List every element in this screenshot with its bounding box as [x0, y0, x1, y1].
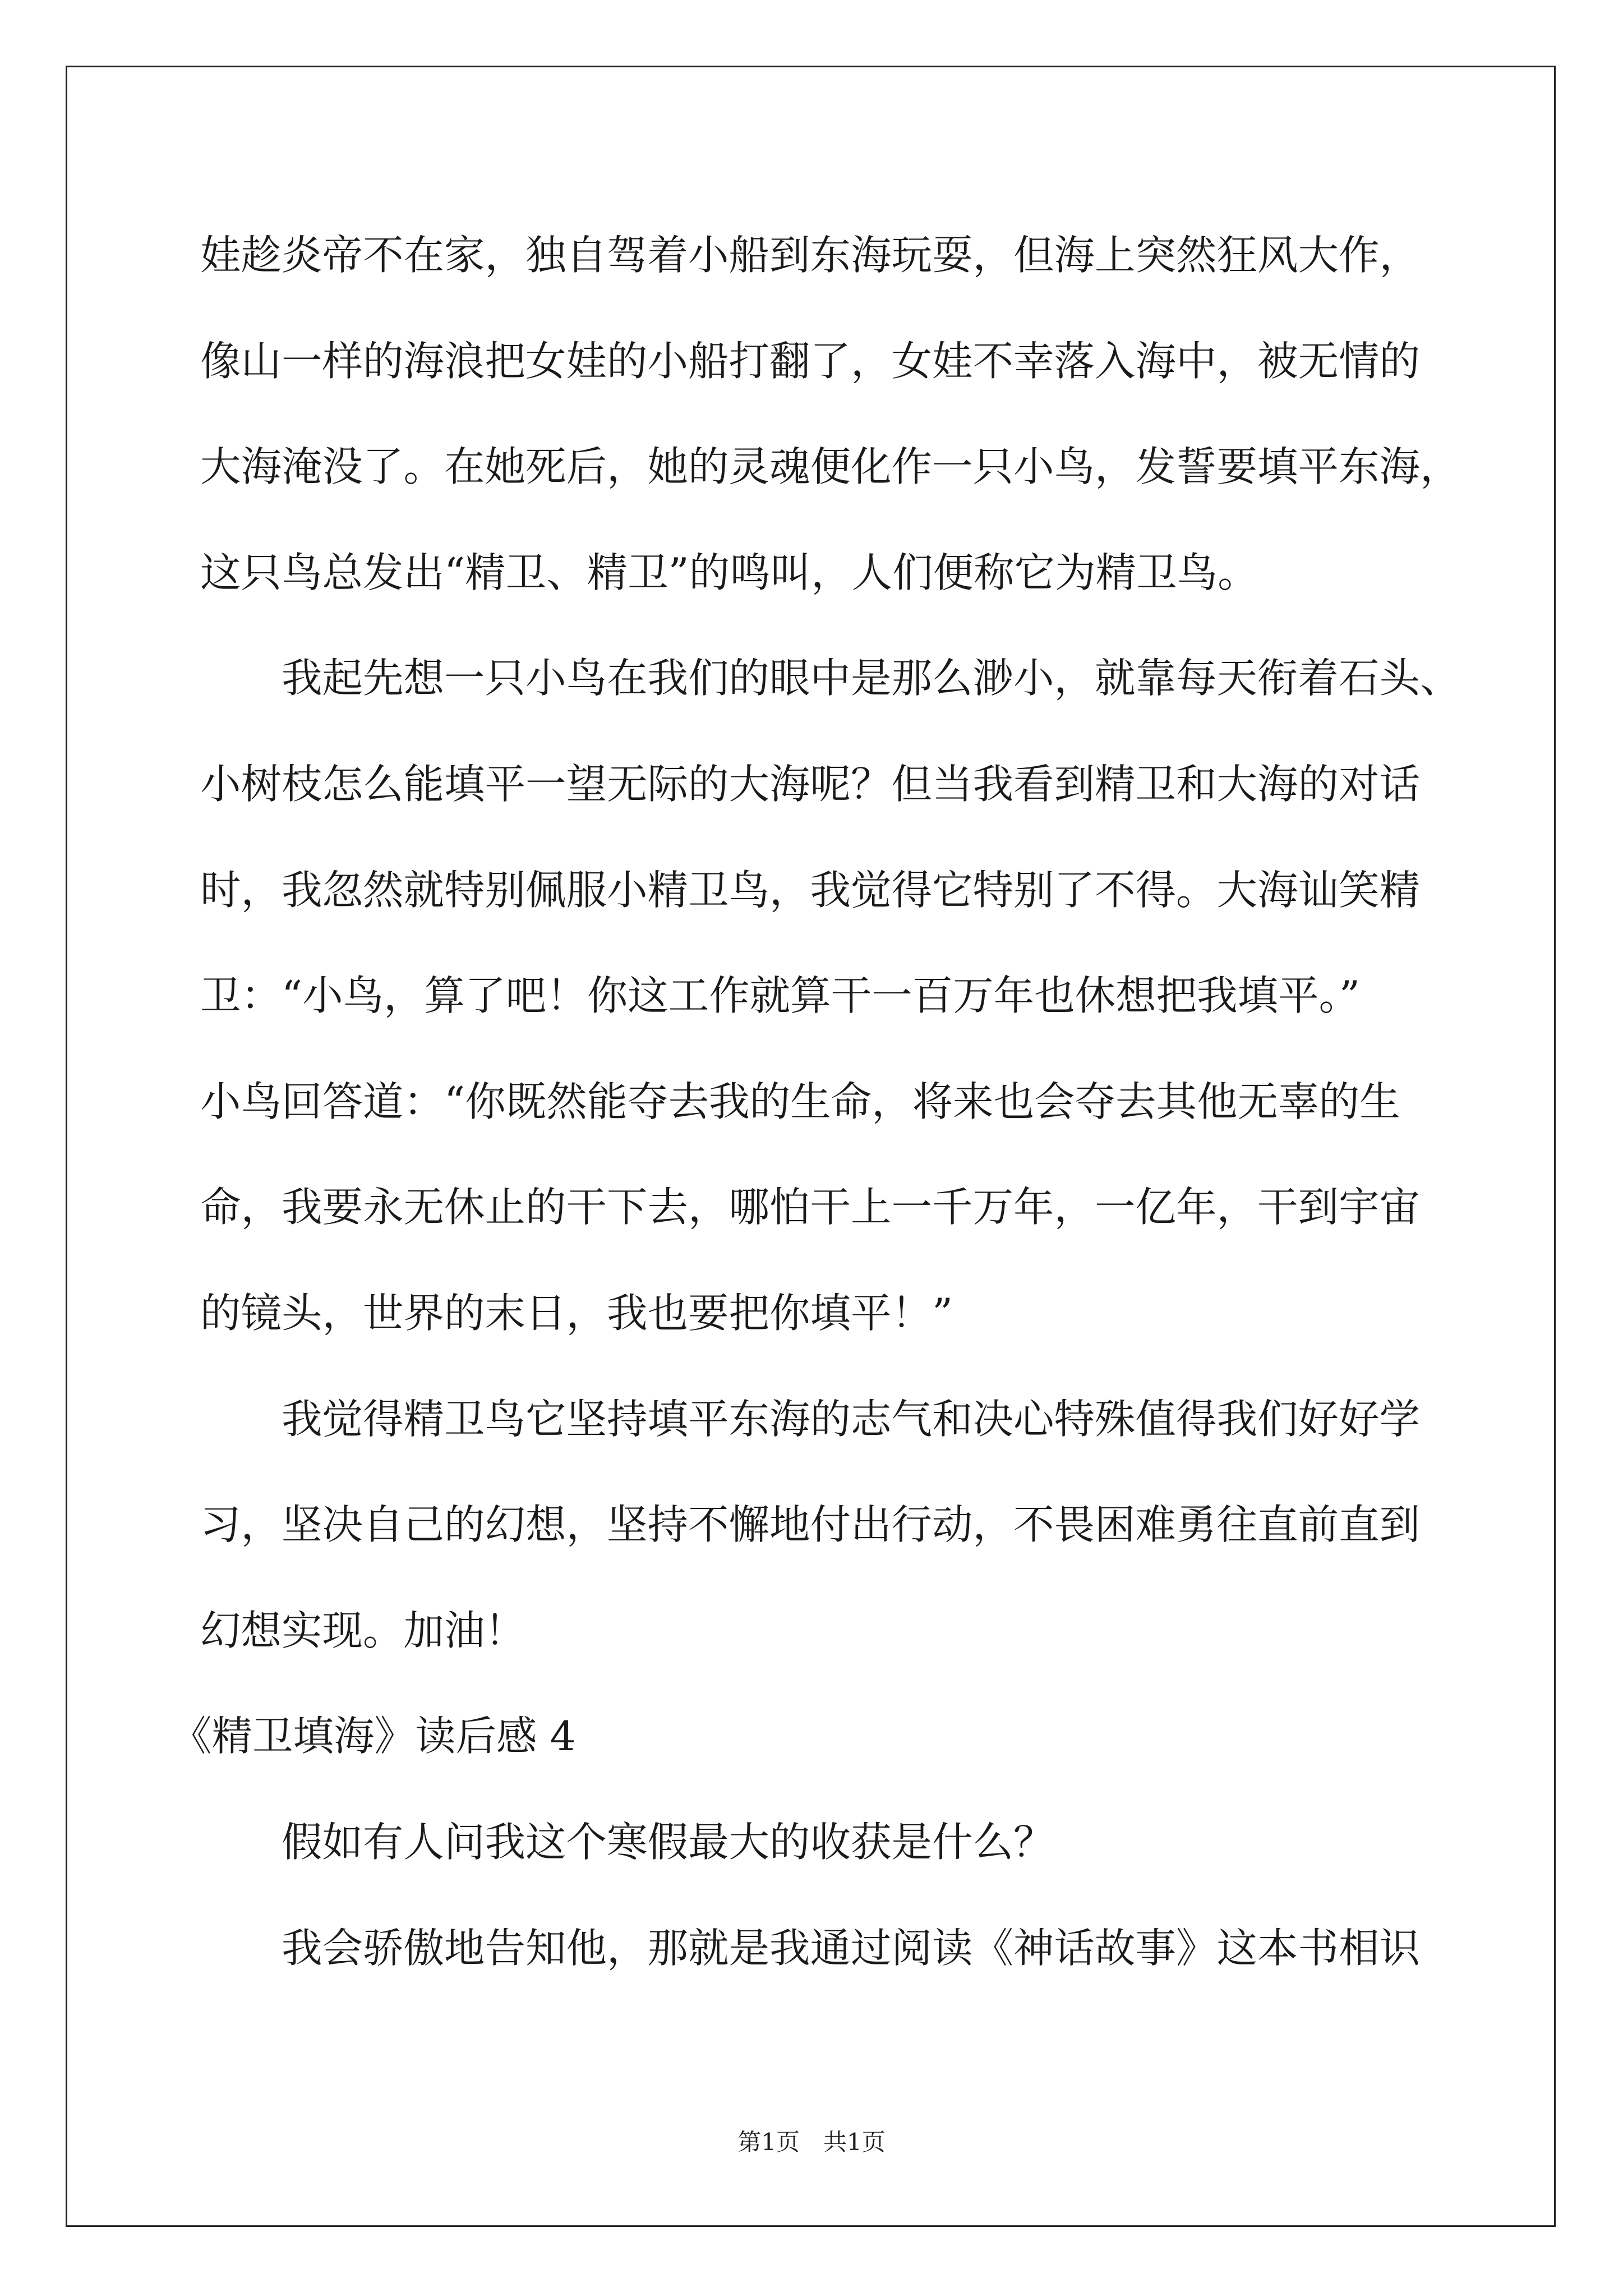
section-heading: 《精卫填海》读后感 4 — [171, 1713, 576, 1761]
text-line: 小树枝怎么能填平一望无际的大海呢？但当我看到精卫和大海的对话 — [200, 761, 1420, 808]
text-line: 我起先想一只小鸟在我们的眼中是那么渺小，就靠每天衔着石头、 — [282, 655, 1461, 703]
text-line: 幻想实现。加油！ — [200, 1607, 525, 1655]
text-line: 这只鸟总发出“精卫、精卫”的鸣叫，人们便称它为精卫鸟。 — [200, 549, 1258, 597]
text-line: 习，坚决自己的幻想，坚持不懈地付出行动，不畏困难勇往直前直到 — [200, 1502, 1420, 1549]
paragraph — [200, 1367, 1524, 1685]
text-line: 卫：“小鸟，算了吧！你这工作就算干一百万年也休想把我填平。” — [200, 973, 1360, 1020]
text-line: 的镜头，世界的末日，我也要把你填平！” — [200, 1290, 953, 1337]
paragraph — [200, 203, 1524, 626]
text-line: 像山一样的海浪把女娃的小船打翻了，女娃不幸落入海中，被无情的 — [200, 338, 1420, 385]
text-line: 假如有人问我这个寒假最大的收获是什么？ — [282, 1819, 1054, 1866]
paragraph — [200, 626, 1524, 1366]
paragraph — [200, 1896, 1524, 2002]
text-line: 我会骄傲地告知他，那就是我通过阅读《神话故事》这本书相识 — [282, 1925, 1420, 1972]
text-column — [171, 203, 1524, 2001]
text-line: 小鸟回答道：“你既然能夺去我的生命，将来也会夺去其他无辜的生 — [200, 1078, 1400, 1126]
text-line: 我觉得精卫鸟它坚持填平东海的志气和决心特殊值得我们好好学 — [282, 1396, 1420, 1443]
text-line: 娃趁炎帝不在家，独自驾着小船到东海玩耍，但海上突然狂风大作， — [200, 232, 1420, 279]
text-line: 时，我忽然就特别佩服小精卫鸟，我觉得它特别了不得。大海讪笑精 — [200, 867, 1420, 914]
text-line: 命，我要永无休止的干下去，哪怕干上一千万年，一亿年，干到宇宙 — [200, 1184, 1420, 1232]
paragraph — [200, 1790, 1524, 1896]
page-footer: 第1页 共1页 — [737, 2128, 886, 2156]
text-line: 大海淹没了。在她死后，她的灵魂便化作一只小鸟，发誓要填平东海， — [200, 444, 1461, 491]
